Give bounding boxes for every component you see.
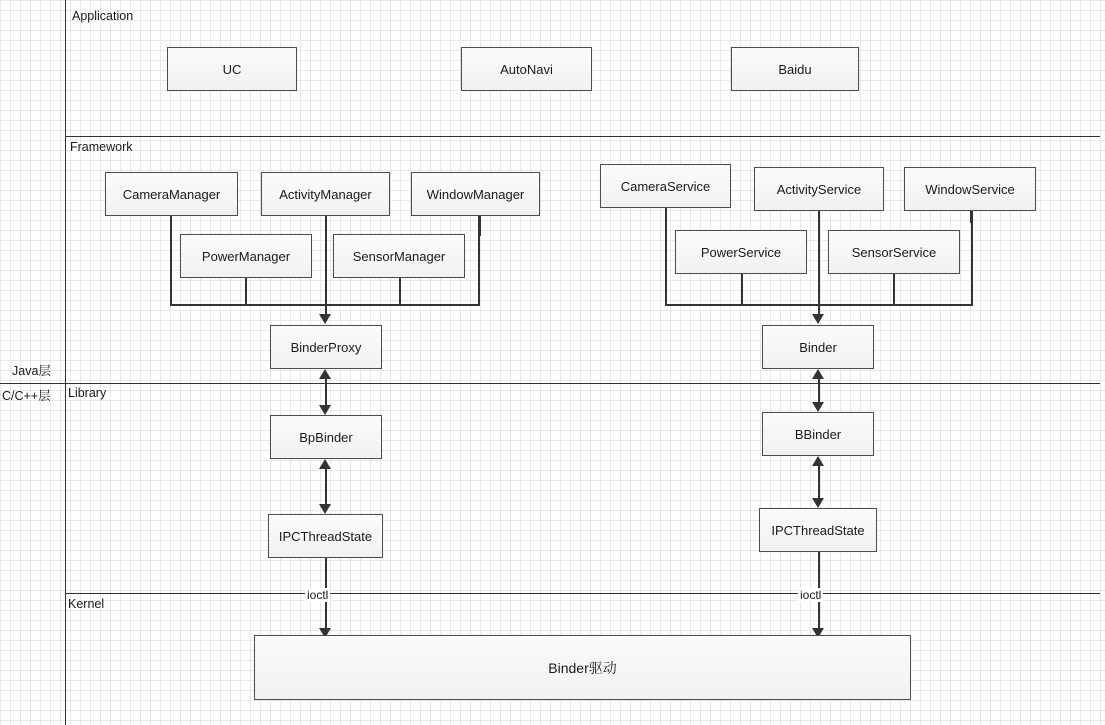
client-bracket-stem-sensor <box>399 278 401 306</box>
layer-label-framework: Framework <box>70 140 133 154</box>
layer-separator-application <box>65 136 1100 137</box>
server-stack-ipcthreadstate[interactable]: IPCThreadState <box>759 508 877 552</box>
server-bracket-stem-sensor <box>893 274 895 306</box>
server-binder-bbinder-arrow-down <box>812 402 824 412</box>
server-stack-bbinder[interactable]: BBinder <box>762 412 874 456</box>
side-label-cpp: C/C++层 <box>2 389 51 403</box>
edge-label-ioctl-server: ioctl <box>800 588 822 602</box>
service-box-window[interactable]: WindowService <box>904 167 1036 211</box>
client-bpbinder-ipcthreadstate-arrow-up <box>319 459 331 469</box>
manager-box-power[interactable]: PowerManager <box>180 234 312 278</box>
server-bracket-stem-window <box>970 211 972 223</box>
server-bracket-stem-power <box>741 274 743 306</box>
client-binderproxy-bpbinder-arrow-up <box>319 369 331 379</box>
server-bbinder-ipcthreadstate-line <box>818 462 820 500</box>
server-binder-bbinder-line <box>818 375 820 405</box>
manager-box-activity[interactable]: ActivityManager <box>261 172 390 216</box>
client-stack-ipcthreadstate[interactable]: IPCThreadState <box>268 514 383 558</box>
service-box-power[interactable]: PowerService <box>675 230 807 274</box>
client-activity-to-binderproxy-arrow <box>319 314 331 324</box>
server-binder-bbinder-arrow-up <box>812 369 824 379</box>
server-bbinder-ipcthreadstate-arrow-up <box>812 456 824 466</box>
layer-label-kernel: Kernel <box>68 597 105 611</box>
client-bpbinder-ipcthreadstate-line <box>325 465 327 506</box>
layer-separator-framework <box>65 383 1100 384</box>
app-box-uc[interactable]: UC <box>167 47 297 91</box>
manager-box-window[interactable]: WindowManager <box>411 172 540 216</box>
service-box-camera[interactable]: CameraService <box>600 164 731 208</box>
layer-label-application: Application <box>72 9 134 23</box>
client-bracket-stem-camera <box>170 216 172 236</box>
kernel-box-binder-driver[interactable]: Binder驱动 <box>254 635 911 700</box>
client-bracket-stem-window <box>479 216 481 236</box>
server-bbinder-ipcthreadstate-arrow-down <box>812 498 824 508</box>
client-bracket-stem-activity <box>245 278 247 306</box>
layer-separator-library <box>0 383 65 384</box>
service-box-activity[interactable]: ActivityService <box>754 167 884 211</box>
client-bpbinder-ipcthreadstate-arrow-down <box>319 504 331 514</box>
layer-separator-kernel <box>65 593 1100 594</box>
server-bracket-stem-camera <box>665 208 667 220</box>
app-box-autonavi[interactable]: AutoNavi <box>461 47 592 91</box>
layer-label-library: Library <box>68 386 107 400</box>
server-activity-to-binder-arrow <box>812 314 824 324</box>
service-box-sensor[interactable]: SensorService <box>828 230 960 274</box>
side-label-java: Java层 <box>12 364 51 378</box>
client-binderproxy-bpbinder-line <box>325 375 327 407</box>
server-stack-binder[interactable]: Binder <box>762 325 874 369</box>
client-binderproxy-bpbinder-arrow-down <box>319 405 331 415</box>
diagram-left-border <box>65 0 66 725</box>
client-stack-bpbinder[interactable]: BpBinder <box>270 415 382 459</box>
manager-box-camera[interactable]: CameraManager <box>105 172 238 216</box>
server-activity-to-binder-line <box>818 211 820 314</box>
manager-box-sensor[interactable]: SensorManager <box>333 234 465 278</box>
client-activity-to-binderproxy-line <box>325 216 327 314</box>
edge-label-ioctl-client: ioctl <box>307 588 329 602</box>
client-stack-binderproxy[interactable]: BinderProxy <box>270 325 382 369</box>
app-box-baidu[interactable]: Baidu <box>731 47 859 91</box>
